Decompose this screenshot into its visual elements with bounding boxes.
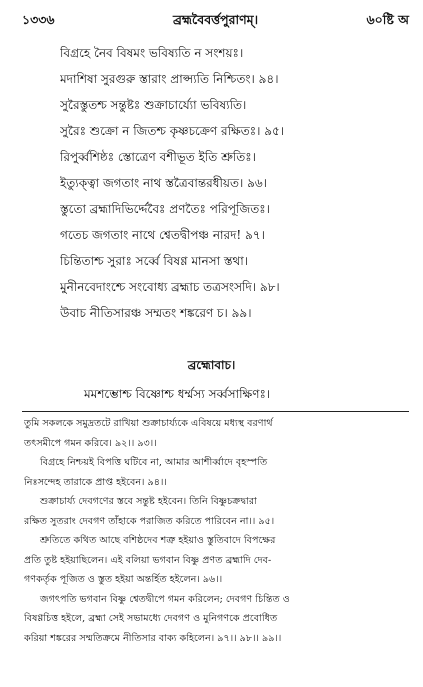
verse-line: উবাচ নীতিসারঞ্চ সম্মতং শঙ্করেণ চ। ৯৯।	[60, 306, 252, 320]
verse-line: স্তুতো ব্রহ্মাদিভির্দ্দেবৈঃ প্রণতৈঃ পরিপূজিতঃ।	[60, 202, 270, 216]
verse-line: চিন্তিতাশ্চ সুরাঃ সর্ব্বে বিষণ্ণ মানসা স্তথা।	[60, 254, 249, 268]
page-header	[22, 12, 409, 34]
translation-line: তৎসমীপে গমন করিবে। ৯২।। ৯৩।।	[24, 437, 157, 449]
verse-line: রিপুর্ব্বশিষ্ঠঃ স্তোত্রেণ বশীভূত ইতি শ্রুতিঃ।	[60, 150, 256, 164]
translation-line: শ্রুতিতে কথিত আছে বশিষ্ঠদেব শত্রু হইয়াও স্তুতিবাদে বিপক্ষের	[40, 535, 276, 546]
verse-line: সুরৈঃ শুক্রো ন জিতশ্চ কৃষ্ণচক্রেণ রক্ষিতঃ। ৯৫।	[60, 124, 285, 138]
verse-line: মদাশিষা সুরগুরু স্তারাং প্রাপ্স্যতি নিশ্চিতং। ৯৪।	[60, 72, 279, 86]
running-title: ব্রহ্মবৈবর্ত্তপুরাণম্।	[172, 12, 259, 27]
translation-line: করিয়া শঙ্করের সম্মতিক্রমে নীতিসার বাক্য কহিলেন। ৯৭।। ৯৮।। ৯৯।।	[24, 632, 282, 644]
translation-line: বিগ্রহে নিশ্চয়ই বিপত্তি ঘটিবে না, আমার আশীর্ব্বাদে বৃহস্পতি	[40, 457, 268, 468]
translation-line: জগৎপতি ভগবান বিষ্ণু শ্বেতদ্বীপে গমন করিলেন; দেবগণ চিন্তিত ও	[40, 593, 290, 605]
section-divider	[22, 411, 409, 412]
translation-line: প্রতি তুষ্ট হইয়াছিলেন। এই বলিয়া ভগবান বিষ্ণু প্রণত ব্রহ্মাদি দেব-	[24, 554, 272, 566]
verse-line: ইত্যুক্ত্বা জগতাং নাথ স্তত্রৈবান্তরধীয়ত। ৯৬।	[60, 176, 267, 190]
page-number: ১৩৩৬	[22, 12, 55, 27]
bengali-translation	[24, 414, 409, 648]
translation-line: গণকর্তৃক পূজিত ও স্তুত হইয়া অন্তর্হিত হইলেন। ৯৬।।	[24, 574, 223, 585]
translation-line: রক্ষিত সুতরাং দেবগণ তাঁহাকে পরাজিত করিতে পারিবেন না।। ৯৫।	[24, 515, 275, 527]
verse-line: মুনীনবেদাংশ্চে সংবোধ্য ব্রহ্মাচ তত্রসংসদি। ৯৮।	[60, 280, 280, 294]
sanskrit-verses	[60, 40, 411, 326]
translation-line: তুমি সকলকে সমুদ্রতটে রাখিয়া শুক্রাচার্য্যকে এবিষয়ে মধ্যস্থ বরণার্থ	[24, 418, 273, 429]
verse-line: সুরৈস্তুতশ্চ সন্তুষ্টঃ শুক্রাচার্য্যো ভবিষ্যতি।	[60, 98, 247, 112]
verse-line: মমশম্ভোশ্চ বিষ্ণোশ্চ ধর্ম্মস্য সর্ব্বসাক্ষিণঃ।	[84, 387, 271, 401]
speaker-heading: ব্রহ্মোবাচ।	[187, 358, 236, 372]
translation-line: বিষণ্ণচিত্ত হইলে, ব্রহ্মা সেই সভামধ্যে দেবগণ ও মুনিগণকে প্রবোধিত	[24, 613, 278, 624]
translation-line: নিঃসন্দেহ তারাকে প্রাপ্ত হইবেন। ৯৪।।	[24, 476, 167, 488]
verse-line: গতেচ জগতাং নাথে শ্বেতদ্বীপঞ্চ নারদ! ৯৭।	[60, 228, 265, 242]
translation-line: শুক্রাচার্য্য দেবগণের স্তবে সন্তুষ্ট হইবেন। তিনি বিষ্ণুচক্রদ্বারা	[40, 496, 257, 507]
verse-line: বিগ্রহে নৈব বিষমং ভবিষ্যতি ন সংশয়ঃ।	[60, 46, 244, 60]
chapter-label: ৬০ষ্টি অ	[366, 12, 409, 27]
